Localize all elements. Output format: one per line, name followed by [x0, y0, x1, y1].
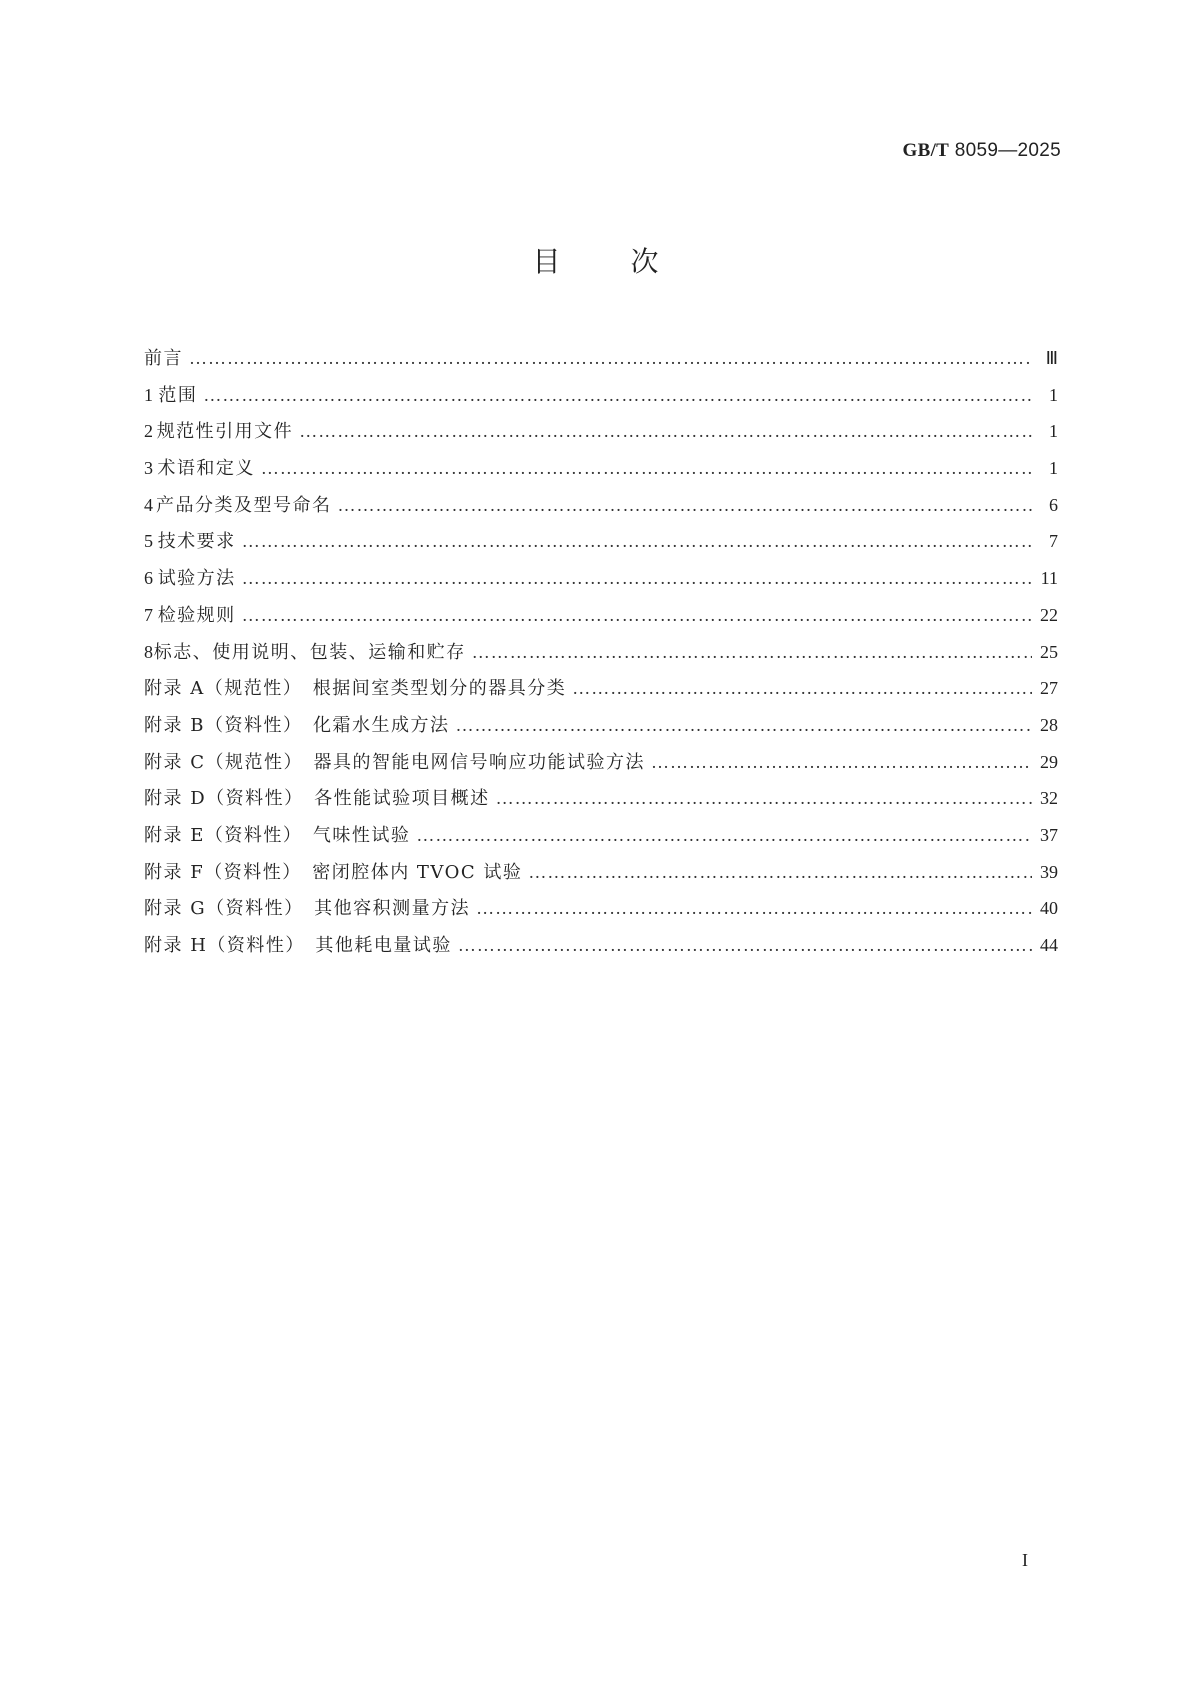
toc-entry-appendix-b[interactable]: [144, 707, 1058, 744]
toc-entry-foreword[interactable]: [144, 340, 1058, 377]
toc-entry-number: 3: [144, 458, 153, 479]
toc-entry-appendix-a[interactable]: [144, 670, 1058, 707]
toc-entry-label: 附录 B（资料性） 化霜水生成方法: [144, 714, 450, 736]
toc-entry-1[interactable]: [144, 377, 1058, 414]
toc-leader-dots: [189, 340, 1032, 377]
standard-code-number: 8059—2025: [954, 140, 1061, 161]
toc-entry-label: 技术要求: [157, 531, 236, 553]
toc-entry-page: 40: [1040, 898, 1058, 919]
toc-entry-appendix-f[interactable]: [144, 854, 1058, 891]
toc-leader-dots: [458, 927, 1032, 964]
toc-entry-label: 标志、使用说明、包装、运输和贮存: [153, 641, 466, 663]
toc-leader-dots: [455, 707, 1032, 744]
toc-entry-2[interactable]: [144, 413, 1058, 450]
page-number: I: [1022, 1550, 1028, 1570]
toc-entry-label: 试验方法: [157, 568, 236, 590]
toc-entry-3[interactable]: [144, 450, 1058, 487]
toc-entry-7[interactable]: [144, 597, 1058, 634]
toc-entry-number: 2: [144, 421, 153, 442]
toc-entry-page: 37: [1040, 824, 1058, 845]
toc-leader-dots: [472, 634, 1032, 671]
toc-entry-number: 8: [144, 641, 153, 662]
toc-leader-dots: [528, 854, 1032, 891]
toc-entry-page: 28: [1040, 714, 1058, 735]
page-title: 目次: [532, 245, 729, 278]
toc-entry-number: 5: [144, 531, 153, 552]
toc-entry-appendix-c[interactable]: [144, 744, 1058, 781]
toc-entry-label: 附录 A（规范性） 根据间室类型划分的器具分类: [144, 678, 567, 700]
toc-entry-8[interactable]: [144, 634, 1058, 671]
toc-leader-dots: [416, 817, 1032, 854]
toc-entry-page: 1: [1049, 384, 1058, 405]
toc-entry-page: 1: [1049, 458, 1058, 479]
toc-entry-page: 32: [1040, 788, 1058, 809]
toc-entry-label: 附录 H（资料性） 其他耗电量试验: [144, 935, 452, 956]
toc-entry-page: Ⅲ: [1045, 348, 1058, 368]
toc-leader-dots: [242, 523, 1032, 560]
standard-code-prefix: GB/T: [902, 140, 950, 161]
toc-entry-page: 29: [1040, 751, 1058, 772]
toc-entry-label: 附录 C（规范性） 器具的智能电网信号响应功能试验方法: [144, 751, 645, 773]
toc-entry-label: 检验规则: [157, 604, 236, 626]
table-of-contents: [144, 340, 1058, 964]
toc-entry-label: 产品分类及型号命名: [156, 494, 332, 516]
toc-entry-page: 6: [1049, 494, 1058, 515]
toc-entry-page: 39: [1040, 861, 1058, 882]
toc-entry-label: 附录 D（资料性） 各性能试验项目概述: [144, 788, 490, 810]
toc-entry-number: 4: [144, 494, 153, 515]
toc-leader-dots: [242, 560, 1032, 597]
toc-entry-5[interactable]: [144, 523, 1058, 560]
toc-leader-dots: [572, 670, 1032, 707]
toc-entry-4[interactable]: [144, 487, 1058, 524]
toc-leader-dots: [242, 597, 1032, 634]
toc-entry-page: 44: [1040, 935, 1058, 955]
toc-leader-dots: [476, 890, 1032, 927]
toc-leader-dots: [203, 377, 1032, 414]
toc-entry-appendix-g[interactable]: [144, 890, 1058, 927]
toc-entry-label: 附录 F（资料性） 密闭腔体内 TVOC 试验: [144, 861, 523, 883]
toc-entry-label: 规范性引用文件: [156, 421, 294, 443]
toc-entry-6[interactable]: [144, 560, 1058, 597]
toc-entry-number: 1: [144, 384, 153, 405]
toc-entry-appendix-h[interactable]: [144, 927, 1058, 964]
toc-entry-number: 7: [144, 604, 153, 625]
toc-entry-label: 范围: [158, 384, 198, 406]
toc-leader-dots: [651, 744, 1032, 781]
toc-entry-page: 22: [1040, 604, 1058, 625]
toc-entry-label: 附录 G（资料性） 其他容积测量方法: [144, 898, 471, 920]
toc-entry-page: 25: [1040, 641, 1058, 662]
toc-entry-appendix-e[interactable]: [144, 817, 1058, 854]
toc-entry-page: 11: [1040, 568, 1058, 589]
toc-entry-label: 术语和定义: [157, 458, 255, 480]
toc-entry-page: 1: [1049, 421, 1058, 442]
toc-leader-dots: [338, 487, 1032, 524]
toc-entry-appendix-d[interactable]: [144, 780, 1058, 817]
toc-leader-dots: [261, 450, 1032, 487]
toc-entry-page: 7: [1049, 531, 1058, 552]
toc-leader-dots: [496, 780, 1032, 817]
toc-entry-label: 前言: [144, 348, 183, 369]
toc-entry-page: 27: [1040, 678, 1058, 699]
standard-code: [903, 140, 1061, 162]
toc-leader-dots: [299, 413, 1032, 450]
toc-entry-label: 附录 E（资料性） 气味性试验: [144, 824, 411, 846]
toc-entry-number: 6: [144, 568, 153, 589]
